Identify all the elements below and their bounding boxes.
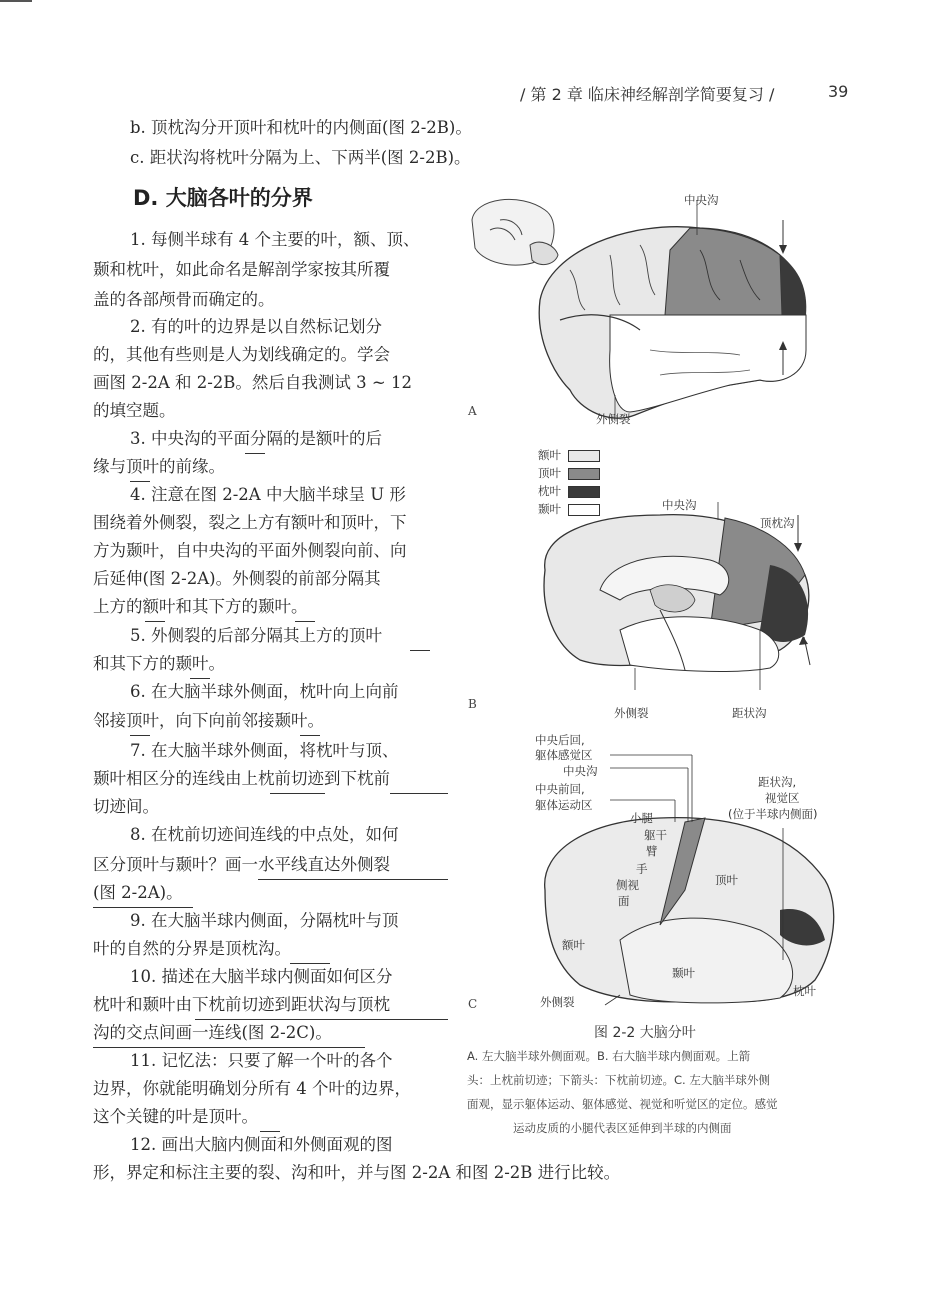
body-line: 边界，你就能明确划分所有 4 个叶的边界， xyxy=(93,1079,411,1098)
body-line: 1. 每侧半球有 4 个主要的叶，额、顶、 xyxy=(130,230,420,249)
body-line: 围绕着外侧裂，裂之上方有额叶和顶叶，下 xyxy=(93,513,407,532)
body-line: 后延伸(图 2-2A)。外侧裂的前部分隔其 xyxy=(93,569,381,588)
figure-caption-line: A. 左大脑半球外侧面观。B. 右大脑半球内侧面观。上箭 xyxy=(467,1049,751,1063)
panel-c-letter: C xyxy=(468,997,478,1011)
figure-caption-line: 面观，显示躯体运动、躯体感觉、视觉和听觉区的定位。感觉 xyxy=(467,1097,778,1111)
label-central-sulcus-b: 中央沟 xyxy=(662,498,697,512)
body-line: 上方的额叶和其下方的颞叶。 xyxy=(93,597,308,616)
label-parietal-c: 顶叶 xyxy=(715,873,738,887)
body-line: 7. 在大脑半球外侧面，将枕叶与顶、 xyxy=(130,741,399,760)
panel-b-letter: B xyxy=(468,697,477,711)
body-line: 切迹间。 xyxy=(93,797,159,816)
label-central-sulcus-a: 中央沟 xyxy=(684,193,719,207)
body-line: 盖的各部颅骨而确定的。 xyxy=(93,290,275,309)
label-homunculus-face1: 侧视 xyxy=(616,878,639,892)
label-postcentral-1: 中央后回, xyxy=(535,733,585,747)
brain-figure xyxy=(460,190,880,1020)
label-calcarine-c1: 距状沟, xyxy=(758,775,797,789)
legend-occipital-swatch xyxy=(568,486,600,498)
body-line: 的填空题。 xyxy=(93,401,176,420)
label-homunculus-hand: 手 xyxy=(636,862,648,876)
running-header xyxy=(520,82,850,105)
body-line: 12. 画出大脑内侧面和外侧面观的图 xyxy=(130,1135,393,1154)
body-line: 2. 有的叶的边界是以自然标记划分 xyxy=(130,317,382,336)
label-lateral-fissure-a: 外侧裂 xyxy=(596,412,631,426)
body-line: 9. 在大脑半球内侧面，分隔枕叶与顶 xyxy=(130,911,399,930)
body-line: 6. 在大脑半球外侧面，枕叶向上向前 xyxy=(130,682,399,701)
body-line: 4. 注意在图 2-2A 中大脑半球呈 U 形 xyxy=(130,485,406,504)
header-title: ∕ 第 2 章 临床神经解剖学简要复习 ∕ xyxy=(520,85,775,104)
label-calcarine-c2: 视觉区 xyxy=(765,791,800,805)
legend-parietal-swatch xyxy=(568,468,600,480)
page-number: 39 xyxy=(828,82,849,101)
panel-a-letter: A xyxy=(468,404,477,418)
label-homunculus-leg: 小腿 xyxy=(630,811,653,825)
body-line: 11. 记忆法：只要了解一个叶的各个 xyxy=(130,1051,393,1070)
body-line: 的，其他有些则是人为划线确定的。学会 xyxy=(93,345,390,364)
label-postcentral-2: 躯体感觉区 xyxy=(535,748,593,762)
body-line: 邻接顶叶，向下向前邻接颞叶。 xyxy=(93,711,324,730)
legend-frontal-swatch xyxy=(568,450,600,462)
body-line: 5. 外侧裂的后部分隔其上方的顶叶 xyxy=(130,626,382,645)
label-homunculus-face2: 面 xyxy=(618,894,630,908)
label-calcarine-c3: (位于半球内侧面) xyxy=(728,807,818,821)
figure-caption-title: 图 2-2 大脑分叶 xyxy=(594,1025,696,1041)
body-line: 缘与顶叶的前缘。 xyxy=(93,457,225,476)
body-line: 形，界定和标注主要的裂、沟和叶，并与图 2-2A 和图 2-2B 进行比较。 xyxy=(93,1163,621,1182)
intro-b: b. 顶枕沟分开顶叶和枕叶的内侧面(图 2-2B)。 xyxy=(130,118,472,137)
label-temporal-c: 颞叶 xyxy=(672,966,695,980)
label-lateral-fissure-c: 外侧裂 xyxy=(540,995,575,1009)
inset-brain xyxy=(472,199,558,265)
body-line: 枕叶和颞叶由下枕前切迹到距状沟与顶枕 xyxy=(93,995,390,1014)
label-homunculus-trunk: 躯干 xyxy=(644,828,667,842)
body-line: 颞叶相区分的连线由上枕前切迹到下枕前 xyxy=(93,769,390,788)
legend-frontal: 额叶 xyxy=(538,448,561,462)
label-frontal-c: 额叶 xyxy=(562,938,585,952)
body-line: 画图 2-2A 和 2-2B。然后自我测试 3 ~ 12 xyxy=(93,373,412,392)
label-central-c: 中央沟 xyxy=(563,764,598,778)
figure-caption-line: 运动皮质的小腿代表区延伸到半球的内侧面 xyxy=(513,1121,732,1135)
body-line: 和其下方的颞叶。 xyxy=(93,654,225,673)
body-line: 这个关键的叶是顶叶。 xyxy=(93,1107,258,1126)
label-occipital-c: 枕叶 xyxy=(793,984,816,998)
label-calcarine-b: 距状沟 xyxy=(732,706,767,720)
label-precentral-2: 躯体运动区 xyxy=(535,798,593,812)
body-line: 方为颞叶，自中央沟的平面外侧裂向前、向 xyxy=(93,541,407,560)
figure-caption-line: 头：上枕前切迹；下箭头：下枕前切迹。C. 左大脑半球外侧 xyxy=(467,1073,770,1087)
label-lateral-fissure-b: 外侧裂 xyxy=(614,706,649,720)
body-line: 8. 在枕前切迹间连线的中点处，如何 xyxy=(130,825,399,844)
legend-temporal-swatch xyxy=(568,504,600,516)
top-edge-mark xyxy=(0,0,32,2)
body-line: 叶的自然的分界是顶枕沟。 xyxy=(93,939,291,958)
legend-occipital: 枕叶 xyxy=(538,484,561,498)
body-line: 区分顶叶与颞叶？画一水平线直达外侧裂 xyxy=(93,855,390,874)
label-precentral-1: 中央前回, xyxy=(535,782,585,796)
body-line: (图 2-2A)。 xyxy=(93,883,183,902)
panel-a-brain xyxy=(539,200,806,418)
body-line: 沟的交点间画一连线(图 2-2C)。 xyxy=(93,1023,332,1042)
legend-temporal: 颞叶 xyxy=(538,502,561,516)
label-parieto-occipital: 顶枕沟 xyxy=(760,516,795,530)
intro-c: c. 距状沟将枕叶分隔为上、下两半(图 2-2B)。 xyxy=(130,148,471,167)
section-title: D. 大脑各叶的分界 xyxy=(133,186,313,210)
body-line: 10. 描述在大脑半球内侧面如何区分 xyxy=(130,967,393,986)
body-line: 颞和枕叶，如此命名是解剖学家按其所覆 xyxy=(93,260,390,279)
body-line: 3. 中央沟的平面分隔的是额叶的后 xyxy=(130,429,382,448)
legend-parietal: 顶叶 xyxy=(538,466,561,480)
label-homunculus-arm: 臂 xyxy=(646,844,658,858)
